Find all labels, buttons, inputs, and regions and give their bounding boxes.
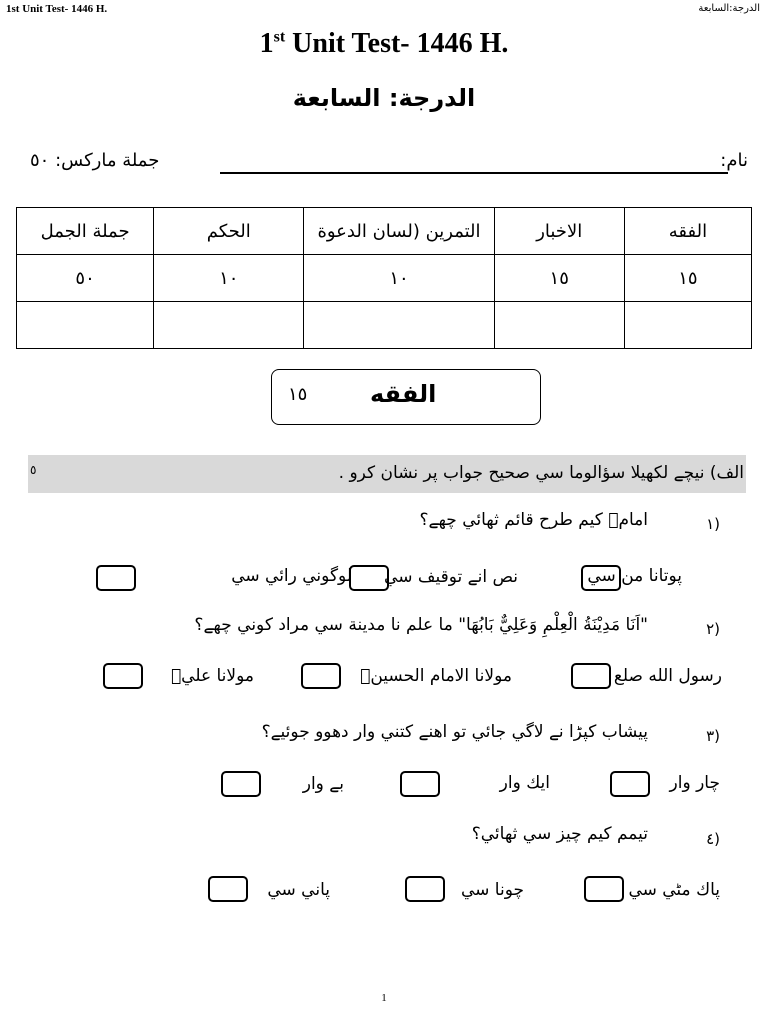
table-cell-empty[interactable] [624, 302, 751, 349]
instruction-text: الف) نيچے لكھيلا سؤالوما سي صحيح جواب پر نشان كرو . [338, 463, 744, 483]
page-title [0, 28, 768, 60]
section-title: الفقه [370, 380, 437, 408]
header-right: الدرجة:السابعة [698, 3, 760, 14]
header-left: 1st Unit Test- 1446 H. [6, 3, 108, 15]
answer-checkbox[interactable] [349, 565, 389, 591]
question-text: امامؑ كيم طرح قائم ثهائي چھے؟ [419, 510, 648, 530]
question-text: پيشاب كپڑا نے لاگي جائي تو اهنے كتني وار دهوو جوئيے؟ [261, 722, 648, 742]
option-label: ايك وار [499, 773, 550, 793]
option-label: پاك مٹي سي [628, 880, 720, 900]
table-row [17, 255, 752, 302]
title-sup: st [273, 28, 286, 46]
name-line[interactable] [220, 172, 728, 174]
table-cell: ١٠ [154, 255, 304, 302]
question-text: تيمم كيم چيز سي ثهائي؟ [471, 824, 648, 844]
answer-checkbox[interactable] [584, 876, 624, 902]
option-label: مولانا الامام الحسينؑ [360, 666, 512, 686]
option-label: چار وار [669, 773, 720, 793]
section-marks: ١٥ [288, 384, 308, 405]
page-number: 1 [381, 992, 387, 1004]
scores-table [16, 207, 752, 349]
option-label: پوتانا من سي [587, 566, 682, 586]
table-cell-empty[interactable] [304, 302, 494, 349]
table-cell: ١٠ [304, 255, 494, 302]
name-label: نام: [720, 150, 748, 171]
option-label: رسول الله صلع [613, 666, 722, 686]
table-row-empty [17, 302, 752, 349]
table-cell-empty[interactable] [494, 302, 624, 349]
answer-checkbox[interactable] [405, 876, 445, 902]
question-number: ٢) [706, 620, 720, 638]
answer-checkbox[interactable] [208, 876, 248, 902]
answer-checkbox[interactable] [400, 771, 440, 797]
answer-checkbox[interactable] [221, 771, 261, 797]
table-cell: ١٥ [624, 255, 751, 302]
table-header-cell: التمرين (لسان الدعوة [304, 208, 494, 255]
question-number: ٤) [706, 830, 720, 848]
table-header-row [17, 208, 752, 255]
grade-title: الدرجة: السابعة [292, 84, 476, 112]
table-header-cell: جملة الجمل [17, 208, 154, 255]
answer-checkbox[interactable] [610, 771, 650, 797]
option-label: چونا سي [460, 880, 524, 900]
table-header-cell: الاخبار [494, 208, 624, 255]
answer-checkbox[interactable] [571, 663, 611, 689]
title-number: 1 [259, 28, 274, 59]
answer-checkbox[interactable] [581, 565, 621, 591]
table-header-cell: الحكم [154, 208, 304, 255]
instruction-marks: ٥ [30, 463, 37, 477]
option-label: پاني سي [267, 880, 330, 900]
answer-checkbox[interactable] [96, 565, 136, 591]
question-number: ٣) [706, 727, 720, 745]
option-label: لوگوني رائي سي [231, 566, 352, 586]
table-cell: ٥٠ [17, 255, 154, 302]
title-rest: Unit Test- 1446 H. [285, 28, 509, 59]
question-text: "اَنَا مَدِيْنَةُ الْعِلْمِ وَعَلِيٌّ بَابُهَا" ما علم نا مدينة سي مراد كوني چھے؟ [194, 615, 648, 635]
answer-checkbox[interactable] [301, 663, 341, 689]
table-cell-empty[interactable] [17, 302, 154, 349]
option-label: بے وار [302, 774, 344, 794]
question-number: ١) [706, 515, 720, 533]
table-header-cell: الفقه [624, 208, 751, 255]
table-cell: ١٥ [494, 255, 624, 302]
answer-checkbox[interactable] [103, 663, 143, 689]
total-marks: جملة ماركس: ٥٠ [30, 150, 160, 171]
table-cell-empty[interactable] [154, 302, 304, 349]
option-label: مولانا عليؑ [170, 666, 254, 686]
option-label: نص انے توقيف سي [384, 567, 518, 587]
name-row [20, 150, 748, 180]
